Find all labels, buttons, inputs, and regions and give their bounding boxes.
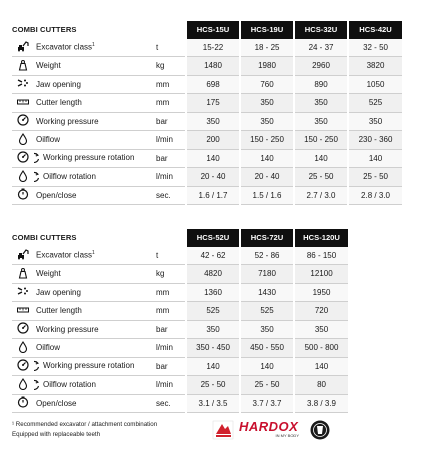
rotation-icon <box>34 360 40 372</box>
spec-unit: kg <box>152 57 186 76</box>
spec-unit: kg <box>152 265 186 284</box>
spec-value: 150 - 250 <box>294 131 348 150</box>
spec-unit: bar <box>152 357 186 376</box>
spec-row <box>12 112 402 131</box>
oil-flow-rotation-icon <box>17 170 29 182</box>
spec-value: 1430 <box>240 283 294 302</box>
footnote-marker: 1 <box>92 250 95 257</box>
rotation-icon <box>34 152 40 164</box>
spec-value: 1480 <box>186 57 240 76</box>
hardox-wordmark: HARDOX <box>239 419 299 434</box>
spec-value: 350 <box>294 94 348 113</box>
spec-value: 350 <box>348 112 402 131</box>
spec-value: 1360 <box>186 283 240 302</box>
timer-icon <box>17 396 29 408</box>
spec-row <box>12 302 348 321</box>
spec-row <box>12 376 348 395</box>
spec-value: 1950 <box>294 283 348 302</box>
footnote-teeth: Equipped with replaceable teeth <box>12 431 101 438</box>
cutter-length-icon <box>17 96 29 108</box>
spec-label-text: Cutter length <box>36 98 82 108</box>
spec-row <box>12 131 402 150</box>
spec-value: 25 - 50 <box>186 376 240 395</box>
spec-value: 2.8 / 3.0 <box>348 186 402 205</box>
spec-unit: l/min <box>152 131 186 150</box>
spec-value: 2.7 / 3.0 <box>294 186 348 205</box>
rotation-icon <box>34 379 40 391</box>
weight-icon <box>17 59 29 71</box>
spec-label <box>34 339 152 358</box>
spec-row <box>12 94 402 113</box>
oil-flow-rotation-icon <box>17 378 29 390</box>
cutter-length-icon <box>17 304 29 316</box>
spec-label-text: Excavator class <box>36 43 93 53</box>
spec-value: 350 <box>186 320 240 339</box>
spec-value: 3.7 / 3.7 <box>240 394 294 413</box>
spec-value: 1980 <box>240 57 294 76</box>
model-header: HCS-52U <box>186 229 240 247</box>
model-header: HCS-72U <box>240 229 294 247</box>
spec-value: 42 - 62 <box>186 247 240 265</box>
spec-label-text: Oilflow <box>36 135 61 145</box>
spec-label <box>34 112 152 131</box>
spec-label <box>34 75 152 94</box>
spec-value: 150 - 250 <box>240 131 294 150</box>
spec-label <box>34 320 152 339</box>
excavator-icon <box>17 40 29 52</box>
spec-value: 20 - 40 <box>186 168 240 187</box>
spec-value: 1.5 / 1.6 <box>240 186 294 205</box>
spec-value: 15-22 <box>186 39 240 57</box>
footnote-excavator: ¹ Recommended excavator / attachment combination <box>12 421 158 428</box>
spec-value: 1050 <box>348 75 402 94</box>
model-header: HCS-120U <box>294 229 348 247</box>
spec-unit: sec. <box>152 186 186 205</box>
spec-value: 25 - 50 <box>294 168 348 187</box>
footnote-marker: 1 <box>92 42 95 49</box>
spec-value: 698 <box>186 75 240 94</box>
timer-icon <box>17 188 29 200</box>
spec-label-text: Weight <box>36 269 61 279</box>
spec-value: 86 - 150 <box>294 247 348 265</box>
spec-label-text: Oilflow rotation <box>43 171 96 181</box>
spec-value: 25 - 50 <box>240 376 294 395</box>
table-title: COMBI CUTTERS <box>12 25 77 35</box>
spec-row <box>12 283 348 302</box>
pressure-rotation-icon <box>17 359 29 371</box>
spec-label-text: Cutter length <box>36 306 82 316</box>
excavator-icon <box>17 248 29 260</box>
spec-value: 350 <box>294 112 348 131</box>
spec-label-text: Working pressure <box>36 324 99 334</box>
spec-value: 3.8 / 3.9 <box>294 394 348 413</box>
spec-unit: bar <box>152 112 186 131</box>
spec-label <box>34 265 152 284</box>
spec-value: 140 <box>294 357 348 376</box>
spec-unit: mm <box>152 75 186 94</box>
spec-unit: l/min <box>152 339 186 358</box>
spec-value: 230 - 360 <box>348 131 402 150</box>
spec-label-text: Jaw opening <box>36 79 81 89</box>
spec-value: 140 <box>186 149 240 168</box>
spec-label-text: Open/close <box>36 398 77 408</box>
pressure-gauge-icon <box>17 114 29 126</box>
hardox-tagline: IN MY BODY <box>275 433 299 438</box>
spec-value: 175 <box>186 94 240 113</box>
spec-unit: t <box>152 39 186 57</box>
weight-icon <box>17 267 29 279</box>
spec-unit: l/min <box>152 168 186 187</box>
brand-logo-icon <box>212 420 234 440</box>
spec-value: 20 - 40 <box>240 168 294 187</box>
spec-value: 760 <box>240 75 294 94</box>
spec-label <box>34 149 152 168</box>
spec-label-text: Jaw opening <box>36 287 81 297</box>
spec-label <box>34 247 152 265</box>
spec-label <box>34 302 152 321</box>
spec-label <box>34 376 152 395</box>
spec-label <box>34 131 152 150</box>
spec-row <box>12 186 402 205</box>
spec-unit: bar <box>152 149 186 168</box>
spec-row <box>12 265 348 284</box>
spec-value: 140 <box>240 149 294 168</box>
spec-value: 4820 <box>186 265 240 284</box>
spec-label <box>34 357 152 376</box>
spec-label <box>34 168 152 187</box>
spec-value: 350 <box>294 320 348 339</box>
spec-value: 24 - 37 <box>294 39 348 57</box>
spec-value: 350 <box>240 112 294 131</box>
pressure-gauge-icon <box>17 322 29 334</box>
spec-row <box>12 57 402 76</box>
spec-unit: t <box>152 247 186 265</box>
spec-value: 350 <box>186 112 240 131</box>
model-header: HCS-32U <box>294 21 348 39</box>
spec-label <box>34 94 152 113</box>
spec-unit: l/min <box>152 376 186 395</box>
spec-table-1 <box>12 21 402 205</box>
spec-value: 525 <box>186 302 240 321</box>
spec-label <box>34 283 152 302</box>
model-header: HCS-42U <box>348 21 402 39</box>
spec-value: 32 - 50 <box>348 39 402 57</box>
spec-value: 350 <box>240 320 294 339</box>
rotation-icon <box>34 171 40 183</box>
jaw-opening-icon <box>17 285 29 297</box>
spec-value: 7180 <box>240 265 294 284</box>
spec-row <box>12 339 348 358</box>
jaw-opening-icon <box>17 77 29 89</box>
spec-label-text: Oilflow rotation <box>43 379 96 389</box>
hardox-logo <box>239 421 305 439</box>
spec-value: 500 - 800 <box>294 339 348 358</box>
spec-value: 890 <box>294 75 348 94</box>
spec-value: 525 <box>240 302 294 321</box>
spec-value: 1.6 / 1.7 <box>186 186 240 205</box>
spec-label-text: Weight <box>36 61 61 71</box>
spec-value: 140 <box>186 357 240 376</box>
model-header: HCS-19U <box>240 21 294 39</box>
spec-value: 3.1 / 3.5 <box>186 394 240 413</box>
spec-unit: mm <box>152 94 186 113</box>
spec-label <box>34 39 152 57</box>
spec-label <box>34 186 152 205</box>
spec-row <box>12 247 348 265</box>
spec-value: 140 <box>348 149 402 168</box>
table-title: COMBI CUTTERS <box>12 233 77 243</box>
spec-value: 12100 <box>294 265 348 284</box>
spec-unit: bar <box>152 320 186 339</box>
spec-row <box>12 39 402 57</box>
spec-unit: mm <box>152 283 186 302</box>
spec-value: 720 <box>294 302 348 321</box>
spec-row <box>12 168 402 187</box>
spec-value: 450 - 550 <box>240 339 294 358</box>
spec-value: 350 - 450 <box>186 339 240 358</box>
spec-label <box>34 57 152 76</box>
spec-label-text: Working pressure <box>36 116 99 126</box>
spec-value: 80 <box>294 376 348 395</box>
spec-unit: mm <box>152 302 186 321</box>
spec-unit: sec. <box>152 394 186 413</box>
teeth-seal-icon <box>310 420 330 440</box>
model-header: HCS-15U <box>186 21 240 39</box>
spec-label <box>34 394 152 413</box>
spec-value: 3820 <box>348 57 402 76</box>
spec-value: 200 <box>186 131 240 150</box>
spec-label-text: Working pressure rotation <box>43 153 135 163</box>
spec-label-text: Working pressure rotation <box>43 361 135 371</box>
spec-value: 350 <box>240 94 294 113</box>
spec-table-2 <box>12 229 348 413</box>
spec-value: 25 - 50 <box>348 168 402 187</box>
spec-label-text: Open/close <box>36 190 77 200</box>
spec-value: 140 <box>240 357 294 376</box>
spec-row <box>12 75 402 94</box>
spec-value: 2960 <box>294 57 348 76</box>
pressure-rotation-icon <box>17 151 29 163</box>
oil-flow-icon <box>17 341 29 353</box>
spec-row <box>12 394 348 413</box>
spec-label-text: Oilflow <box>36 343 61 353</box>
spec-row <box>12 149 402 168</box>
spec-row <box>12 320 348 339</box>
spec-value: 52 - 86 <box>240 247 294 265</box>
spec-value: 140 <box>294 149 348 168</box>
spec-row <box>12 357 348 376</box>
spec-value: 18 - 25 <box>240 39 294 57</box>
spec-value: 525 <box>348 94 402 113</box>
spec-label-text: Excavator class <box>36 251 93 261</box>
oil-flow-icon <box>17 133 29 145</box>
